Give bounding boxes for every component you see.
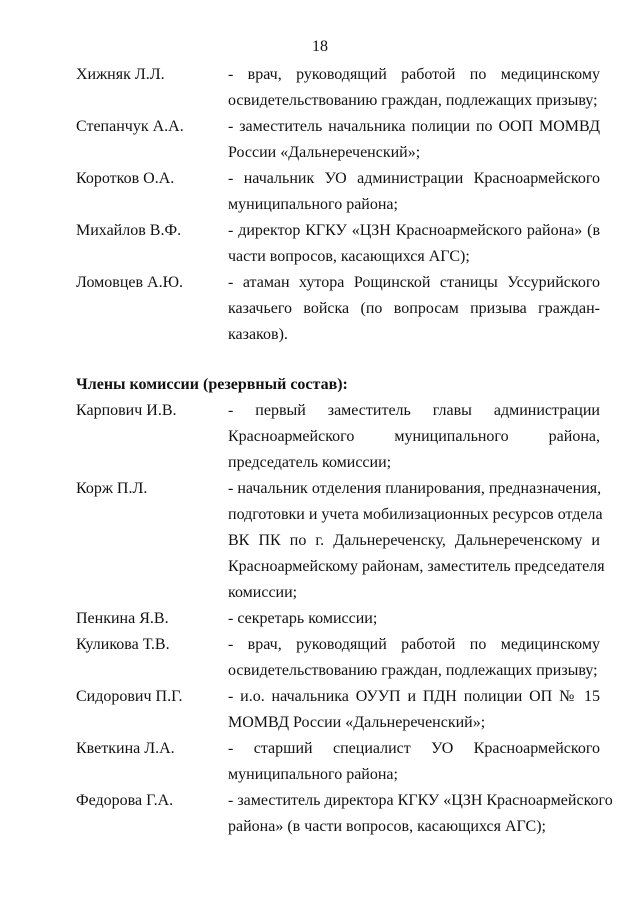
role-line: - заместитель начальника полиции по ООП МОМВД — [228, 118, 600, 135]
role-line: - директор КГКУ «ЦЗН Красноармейского района» (в — [228, 222, 600, 239]
role-line: - и.о. начальника ОУУП и ПДН полиции ОП № 15 — [228, 688, 600, 705]
role-line: части вопросов, касающихся АГС); — [228, 248, 470, 265]
member-name: Хижняк Л.Л. — [76, 66, 165, 83]
member-role — [228, 218, 600, 270]
member-role — [228, 114, 600, 166]
member-name: Кветкина Л.А. — [76, 740, 175, 757]
member-name: Федорова Г.А. — [76, 792, 174, 809]
role-line: председатель комиссии; — [228, 454, 392, 471]
role-line: - врач, руководящий работой по медицинскому — [228, 66, 600, 83]
role-line: освидетельствованию граждан, подлежащих призыву; — [228, 92, 598, 109]
role-line: района» (в части вопросов, касающихся АГС); — [228, 818, 546, 835]
role-line: ВК ПК по г. Дальнереченску, Дальнереченскому и — [228, 532, 600, 549]
role-line: - начальник УО администрации Красноармейского — [228, 170, 600, 187]
member-role — [228, 684, 600, 736]
member-name: Коротков О.А. — [76, 170, 175, 187]
section-title: Члены комиссии (резервный состав): — [76, 376, 348, 393]
role-line: - старший специалист УО Красноармейского — [228, 740, 600, 757]
member-name: Ломовцев А.Ю. — [76, 274, 184, 291]
role-line: Красноармейскому районам, заместитель председателя — [228, 558, 605, 575]
role-line: казаков). — [228, 326, 288, 343]
member-role — [228, 166, 600, 218]
role-line: муниципального района; — [228, 766, 398, 783]
role-line: Красноармейского муниципального района, — [228, 428, 600, 445]
role-line: казачьего войска (по вопросам призыва граждан- — [228, 300, 600, 317]
role-line: - начальник отделения планирования, предназначения, — [228, 480, 602, 497]
role-line: - врач, руководящий работой по медицинскому — [228, 636, 600, 653]
member-name: Сидорович П.Г. — [76, 688, 183, 705]
member-role — [228, 398, 600, 476]
role-line: - атаман хутора Рощинской станицы Уссурийского — [228, 274, 600, 291]
role-line: освидетельствованию граждан, подлежащих призыву; — [228, 662, 598, 679]
member-role — [228, 736, 600, 788]
role-line: подготовки и учета мобилизационных ресурсов отдела — [228, 506, 603, 523]
member-name: Михайлов В.Ф. — [76, 222, 182, 239]
member-name: Карпович И.В. — [76, 402, 177, 419]
role-line: МОМВД России «Дальнереченский»; — [228, 714, 486, 731]
member-name: Пенкина Я.В. — [76, 610, 169, 627]
member-role — [228, 270, 600, 348]
role-line: России «Дальнереченский»; — [228, 144, 421, 161]
role-line: муниципального района; — [228, 196, 398, 213]
role-line: - заместитель директора КГКУ «ЦЗН Красноармейского — [228, 792, 613, 809]
member-name: Степанчук А.А. — [76, 118, 184, 135]
member-role — [228, 476, 605, 606]
member-role — [228, 788, 613, 840]
page-number: 18 — [312, 38, 328, 55]
member-role — [228, 606, 600, 632]
member-name: Корж П.Л. — [76, 480, 148, 497]
role-line: комиссии; — [228, 584, 298, 601]
member-role — [228, 62, 600, 114]
role-line: - первый заместитель главы администрации — [228, 402, 600, 419]
role-line: - секретарь комиссии; — [228, 610, 378, 627]
member-role — [228, 632, 600, 684]
member-name: Куликова Т.В. — [76, 636, 170, 653]
